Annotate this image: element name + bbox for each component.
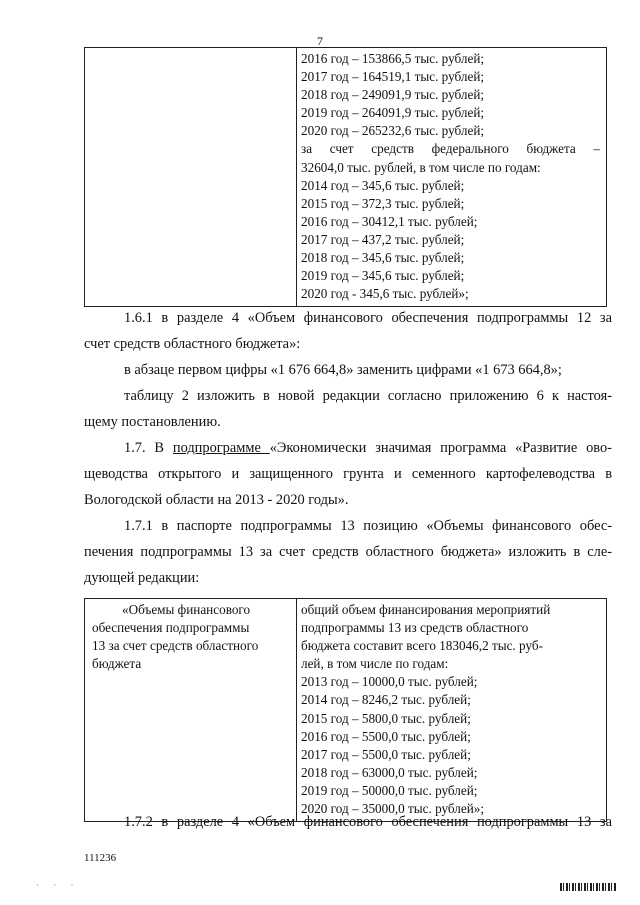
position-title-line: обеспечения подпрограммы: [92, 620, 250, 636]
funding-line: бюджета составит всего 183046,2 тыс. руб-: [301, 638, 543, 654]
funding-line: 2018 год – 345,6 тыс. рублей;: [301, 250, 465, 266]
funding-line: 2020 год - 345,6 тыс. рублей»;: [301, 286, 469, 302]
funding-line: 2018 год – 249091,9 тыс. рублей;: [301, 87, 485, 103]
page-number: 7: [317, 34, 323, 48]
paragraph-1-7-2: 1.7.2 в разделе 4 «Объем финансового обеспечения подпрограммы 13 за: [124, 814, 612, 830]
funding-line: 2014 год – 8246,2 тыс. рублей;: [301, 692, 471, 708]
funding-line: 2016 год – 153866,5 тыс. рублей;: [301, 51, 485, 66]
funding-line: за счет средств федерального бюджета –: [301, 141, 600, 157]
position-title-line: бюджета: [92, 656, 142, 672]
funding-line: 2019 год – 264091,9 тыс. рублей;: [301, 105, 485, 121]
document-code: 111236: [84, 852, 117, 864]
subprogram-13-funding-table: [84, 598, 607, 822]
paragraph-1-6-1: 1.6.1 в разделе 4 «Объем финансового обеспечения подпрограммы 12 за счет средств областного бюджета»:: [84, 310, 612, 352]
funding-line: 2017 год – 164519,1 тыс. рублей;: [301, 69, 485, 85]
funding-line: 2016 год – 30412,1 тыс. рублей;: [301, 213, 478, 229]
funding-line: 2020 год – 35000,0 тыс. рублей»;: [301, 801, 485, 817]
table-left-cell: [85, 599, 297, 822]
funding-line: 2020 год – 265232,6 тыс. рублей;: [301, 123, 485, 139]
funding-line: 2016 год – 5500,0 тыс. рублей;: [301, 728, 471, 744]
funding-line: 2015 год – 372,3 тыс. рублей;: [301, 195, 465, 211]
funding-line: 2017 год – 437,2 тыс. рублей;: [301, 231, 465, 247]
funding-line: общий объем финансирования мероприятий: [301, 602, 551, 617]
table-right-cell: [297, 599, 607, 822]
funding-line: 2019 год – 345,6 тыс. рублей;: [301, 268, 465, 284]
funding-line: 2019 год – 50000,0 тыс. рублей;: [301, 782, 478, 798]
paragraph-1-7: 1.7. В подпрограмме «Экономически значимая программа «Развитие ово- щеводства открытого и защищенного грунта и семенного картофелеводства в Вологодской области на 2013 - 2020 годы».: [84, 440, 612, 508]
table-right-cell: [297, 48, 607, 307]
funding-line: 2018 год – 63000,0 тыс. рублей;: [301, 764, 478, 780]
barcode-icon: [560, 883, 616, 891]
paragraph-1-6-1-first-clause: в абзаце первом цифры «1 676 664,8» заменить цифрами «1 673 664,8»;: [124, 362, 562, 378]
funding-line: 32604,0 тыс. рублей, в том числе по годам:: [301, 159, 541, 175]
position-title-line: «Объемы финансового: [122, 602, 251, 617]
funding-line: 2017 год – 5500,0 тыс. рублей;: [301, 746, 471, 762]
funding-line: 2014 год – 345,6 тыс. рублей;: [301, 177, 465, 193]
funding-line: 2013 год – 10000,0 тыс. рублей;: [301, 674, 478, 690]
funding-table-continued: [84, 47, 607, 307]
funding-line: лей, в том числе по годам:: [301, 656, 449, 672]
position-title-line: 13 за счет средств областного: [92, 638, 259, 654]
funding-line: подпрограммы 13 из средств областного: [301, 620, 529, 636]
paragraph-1-7-1: 1.7.1 в паспорте подпрограммы 13 позицию «Объемы финансового обес- печения подпрограммы 13 за счет средств областного бюджета» изложить в сле- дующей редакции:: [84, 518, 612, 586]
scan-marks: · · ·: [36, 880, 80, 890]
table-left-cell-empty: [85, 48, 297, 307]
funding-line: 2015 год – 5800,0 тыс. рублей;: [301, 710, 471, 726]
subprogram-link: подпрограмме: [172, 440, 270, 456]
paragraph-1-6-1-table-clause: таблицу 2 изложить в новой редакции согласно приложению 6 к настоя- щему постановлению.: [84, 388, 612, 430]
